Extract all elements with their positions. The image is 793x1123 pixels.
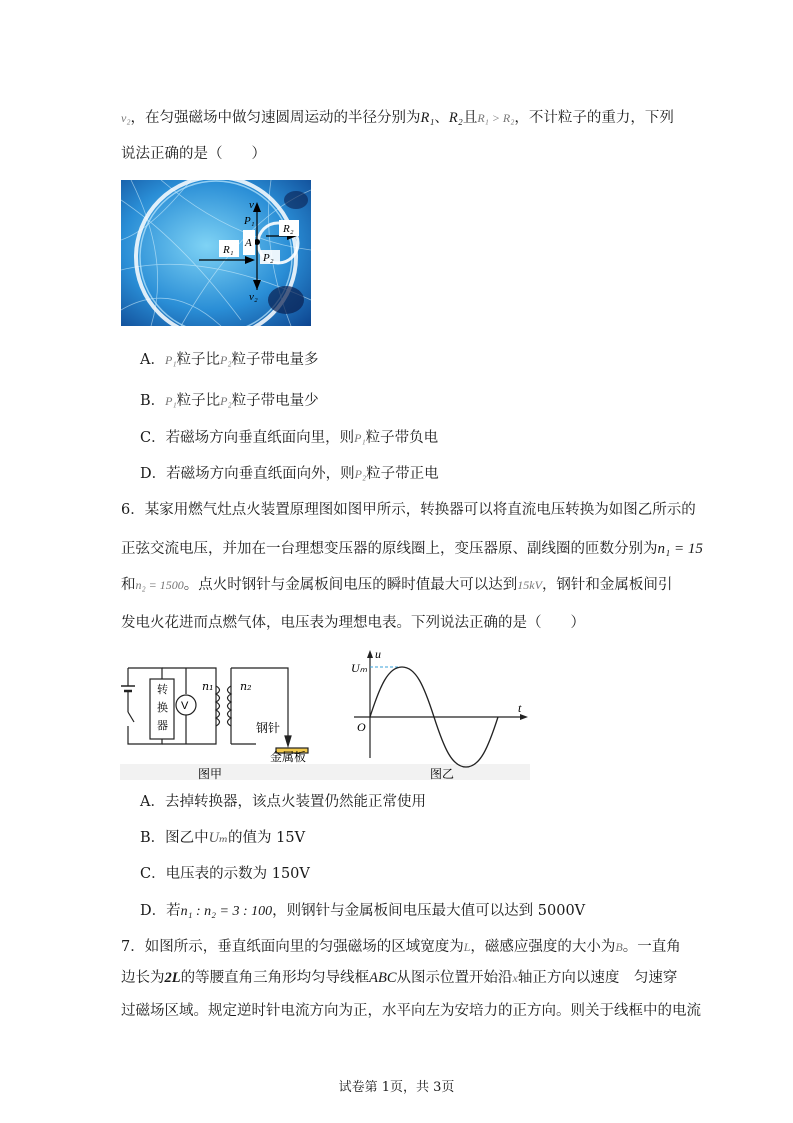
- q7-stem-line3: 过磁场区域。规定逆时针电流方向为正，水平向左为安培力的正方向。则关于线框中的电流: [121, 1003, 701, 1019]
- q6-option-b: B．图乙中Uₘ的值为 15V: [140, 830, 306, 846]
- voltmeter-label: V: [181, 700, 189, 712]
- bubble-chamber-photo: [121, 180, 311, 326]
- r1-symbol: R₁: [420, 110, 435, 126]
- n2-equation: n₂ = 1500: [135, 578, 184, 592]
- q6-option-a: A．去掉转换器，该点火装置仍然能正常使用: [140, 794, 426, 810]
- circuit-diagram: [121, 668, 308, 753]
- label-p2: P₂: [263, 252, 274, 264]
- u-axis-label: u: [375, 648, 381, 661]
- page-footer: 试卷第 1页，共 3页: [338, 1080, 455, 1095]
- label-r1: R₁: [223, 244, 234, 256]
- n1-label: n₁: [202, 680, 214, 693]
- q5-option-c: C．若磁场方向垂直纸面向里，则P₁粒子带负电: [140, 430, 439, 446]
- needle-label: 钢针: [256, 721, 281, 735]
- q6-option-c: C．电压表的示数为 150V: [140, 866, 310, 882]
- q7-stem-line1: 7．如图所示，垂直纸面向里的匀强磁场的区域宽度为L，磁感应强度的大小为B。一直角: [121, 939, 681, 955]
- q7-stem-line2: 边长为2L的等腰直角三角形均匀导线框ABC从图示位置开始沿x轴正方向以速度 匀速穿: [121, 970, 678, 986]
- q5-option-a: A．P₁粒子比P₂粒子带电量多: [140, 352, 319, 368]
- q6-stem-line1: 6．某家用燃气灶点火装置原理图如图甲所示，转换器可以将直流电压转换为如图乙所示的: [121, 502, 696, 518]
- q5-stem-line1: v₂，在匀强磁场中做匀速圆周运动的半径分别为R₁、R₂且R₁ > R₂，不计粒子的重力，下列: [121, 110, 674, 126]
- q6-stem-line2: 正弦交流电压，并加在一台理想变压器的原线圈上，变压器原、副线圈的匝数分别为n₁ = 15: [121, 541, 703, 557]
- kv-value: 15kV: [517, 578, 542, 592]
- q6-stem-line4: 发电火花进而点燃气体，电压表为理想电表。下列说法正确的是（ ）: [121, 615, 585, 631]
- q6-option-d: D．若n₁ : n₂ = 3 : 100，则钢针与金属板间电压最大值可以达到 5000V: [140, 903, 586, 919]
- r2-symbol: R₂: [448, 110, 463, 126]
- q5-option-d: D．若磁场方向垂直纸面向外，则P₂粒子带正电: [140, 466, 439, 482]
- q5-option-b: B．P₁粒子比P₂粒子带电量少: [140, 393, 319, 409]
- label-r2: R₂: [283, 223, 294, 235]
- converter-label-1: 转: [157, 683, 168, 696]
- plate-label: 金属板: [270, 750, 307, 764]
- origin-label: O: [357, 720, 366, 734]
- sine-graph: [354, 650, 528, 767]
- n2-label: n₂: [240, 680, 252, 693]
- q5-stem-line2: 说法正确的是（ ）: [121, 146, 266, 162]
- label-a: A: [245, 237, 252, 249]
- label-v1: v₁: [249, 199, 258, 211]
- um-label: Uₘ: [351, 661, 368, 675]
- t-axis-label: t: [518, 701, 522, 715]
- fig-jia-caption: 图甲: [198, 767, 223, 780]
- q6-stem-line3: 和n₂ = 1500。点火时钢针与金属板间电压的瞬时值最大可以达到15kV，钢针和金属板间引: [121, 577, 673, 593]
- v2-symbol: v₂: [121, 111, 131, 125]
- converter-label-2: 换: [157, 701, 168, 714]
- converter-label-3: 器: [157, 719, 168, 732]
- q6-figures: [120, 648, 530, 780]
- label-v2: v₂: [249, 291, 258, 303]
- radius-inequality: R₁ > R₂: [477, 111, 515, 125]
- n1-equation: n₁ = 15: [657, 541, 703, 557]
- fig-yi-caption: 图乙: [430, 767, 455, 780]
- label-p1: P₁: [244, 215, 255, 227]
